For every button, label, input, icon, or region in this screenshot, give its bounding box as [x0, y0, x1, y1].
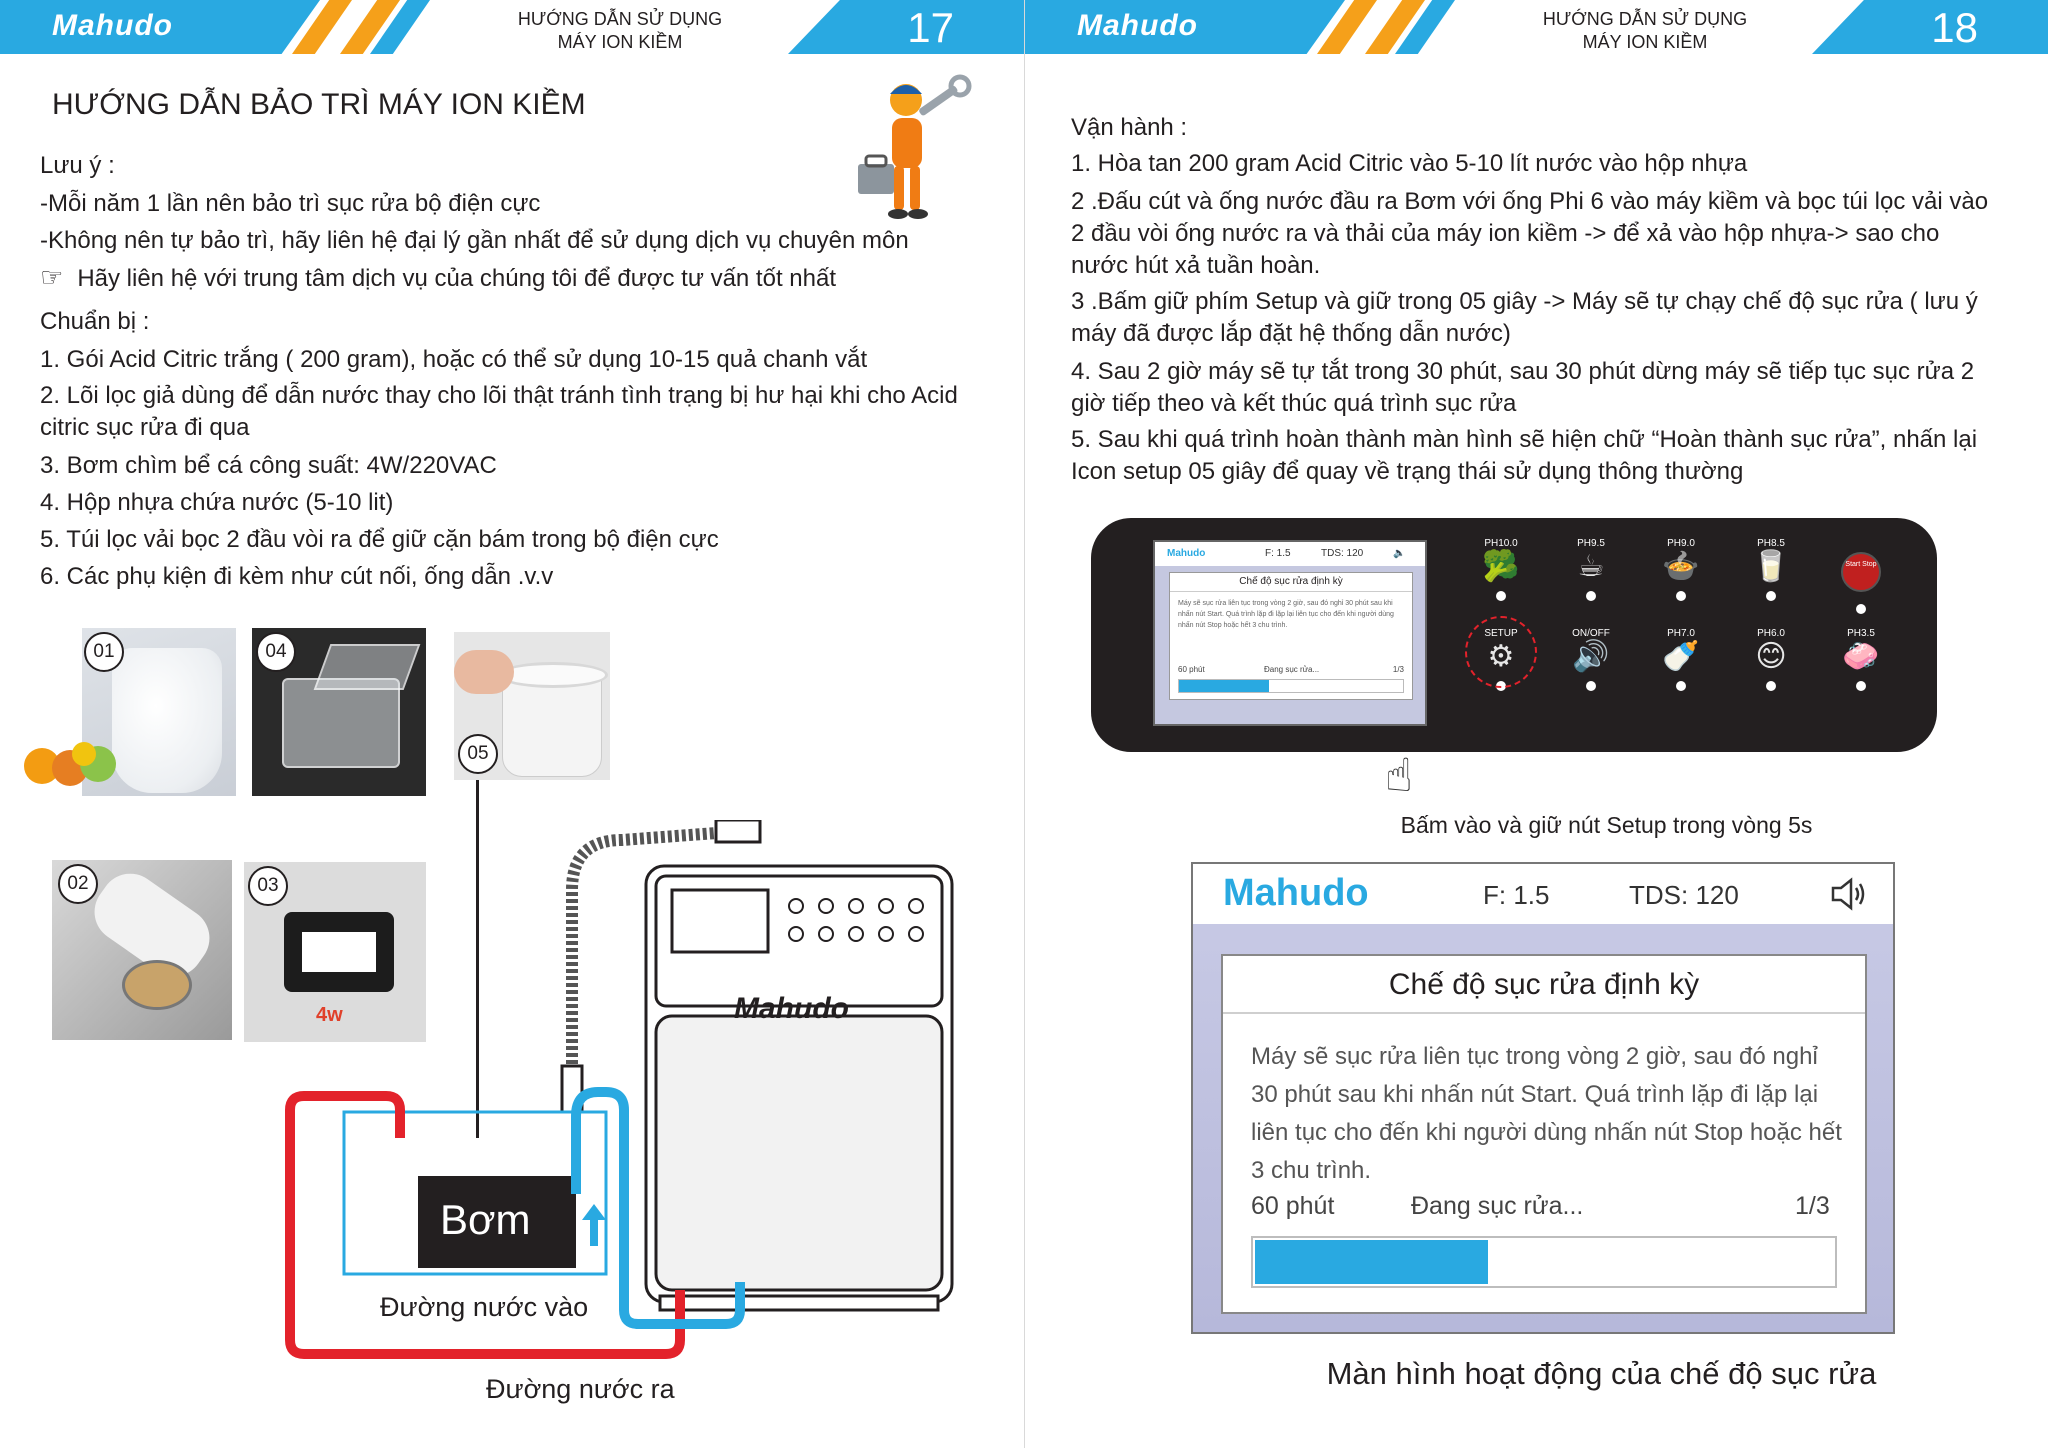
onoff-button[interactable]: ON/OFF 🔊: [1561, 628, 1621, 691]
baby-bottle-icon: 🍼: [1662, 640, 1700, 673]
prep-item-3: 3. Bơm chìm bể cá công suất: 4W/220VAC: [40, 452, 497, 479]
press-caption: Bấm vào và giữ nút Setup trong vòng 5s: [1400, 812, 1813, 838]
prep-item-4: 4. Hộp nhựa chứa nước (5-10 lit): [40, 489, 394, 516]
page-header: [0, 0, 1024, 56]
screen-caption: Màn hình hoạt động của chế độ sục rửa: [1326, 1356, 1877, 1391]
face-wash-icon: 😊: [1755, 640, 1787, 673]
note-1: -Mỗi năm 1 lần nên bảo trì sục rửa bộ điện cực: [40, 190, 541, 217]
step-4: 4. Sau 2 giờ máy sẽ tự tắt trong 30 phút, sau 30 phút dừng máy sẽ tiếp tục sục rửa 2 giờ tiếp theo và kết thúc quá trình sục rửa: [1071, 358, 1975, 417]
prep-heading: Chuẩn bị :: [40, 308, 150, 335]
speaker-icon: 🔊: [1572, 640, 1610, 673]
cycle-label: 1/3: [1795, 1192, 1830, 1220]
cleaning-card: [1221, 954, 1867, 1314]
screen-logo: Mahudo: [1223, 872, 1369, 914]
speaker-icon: 🔈: [1393, 548, 1406, 559]
panel-screen-logo: Mahudo: [1167, 548, 1206, 559]
photo-cloth-filter: [454, 632, 610, 780]
start-stop-icon: Start Stop: [1841, 552, 1881, 592]
panel-progress-fill: [1179, 680, 1269, 692]
pump-label: Bơm: [440, 1196, 531, 1243]
inlet-label: Đường nước vào: [380, 1292, 589, 1322]
ph70-button[interactable]: PH7.0 🍼: [1651, 628, 1711, 691]
note-2: -Không nên tự bảo trì, hãy liên hệ đại lý gần nhất để sử dụng dịch vụ chuyên môn: [40, 227, 909, 254]
card-title: Chế độ sục rửa định kỳ: [1223, 956, 1865, 1014]
page-title: HƯỚNG DẪN BẢO TRÌ MÁY ION KIỀM: [52, 88, 586, 121]
step-2: 2 .Đấu cút và ống nước đầu ra Bơm với ống Phi 6 vào máy kiềm và bọc túi lọc vải vào 2 đầu vòi ống nước ra và thải của máy ion kiềm -> để xả vào hộp nhựa-> sao cho nước hút xả tuần hoàn.: [1071, 188, 1989, 279]
status-label: Đang sục rửa...: [1411, 1192, 1584, 1220]
photo-number: 01: [84, 632, 124, 672]
page-number: 17: [907, 4, 954, 51]
outlet-label: Đường nước ra: [486, 1374, 675, 1404]
circulation-diagram: [260, 820, 980, 1440]
contact-note-row: [40, 261, 1010, 295]
card-body: Máy sẽ sục rửa liên tục trong vòng 2 giờ, sau đó nghỉ 30 phút sau khi nhấn nút Start. Quá trình lặp đi lặp lại liên tục cho đến khi người dùng nhấn nút Stop hoặc hết 3 chu trình.: [1251, 1043, 1842, 1184]
photo-number: 02: [58, 864, 98, 904]
pointing-hand-icon: ☞: [40, 262, 64, 292]
brand-logo: Mahudo: [1077, 9, 1198, 42]
ph95-button[interactable]: PH9.5 ☕: [1561, 538, 1621, 601]
progress-fill: [1255, 1240, 1488, 1284]
panel-screen-tds: TDS: 120: [1321, 548, 1364, 559]
progress-bar: [1251, 1236, 1837, 1288]
brand-logo: Mahudo: [52, 9, 173, 42]
panel-screen-f: F: 1.5: [1265, 548, 1291, 559]
ph85-button[interactable]: PH8.5 🥛: [1741, 538, 1801, 601]
cleaning-mode-screen: [1191, 862, 1895, 1334]
prep-item-6: 6. Các phụ kiện đi kèm như cút nối, ống dẫn .v.v: [40, 563, 554, 590]
ph60-button[interactable]: PH6.0 😊: [1741, 628, 1801, 691]
prep-item-2: 2. Lõi lọc giả dùng để dẫn nước thay cho lõi thật tránh tình trạng bị hư hại khi cho Acid citric sục rửa đi qua: [40, 382, 958, 441]
vegetable-icon: 🥦: [1482, 550, 1520, 583]
photo-number: 04: [256, 632, 296, 672]
step-1: 1. Hòa tan 200 gram Acid Citric vào 5-10 lít nước vào hộp nhựa: [1071, 150, 1748, 177]
page-18: [1025, 0, 2048, 1448]
page-header: [1025, 0, 2048, 56]
step-3: 3 .Bấm giữ phím Setup và giữ trong 05 giây -> Máy sẽ tự chạy chế độ sục rửa ( lưu ý máy đã được lắp đặt hệ thống dẫn nước): [1071, 288, 1978, 347]
prep-item-1: 1. Gói Acid Citric trắng ( 200 gram), hoặc có thể sử dụng 10-15 quả chanh vắt: [40, 346, 868, 373]
panel-screen: Mahudo F: 1.5 TDS: 120 🔈 Chế độ sục rửa định kỳ Máy sẽ sục rửa liên tục trong vòng 2 giờ, sau đó nghỉ 30 phút sau khi nhấn nút Start. Quá trình lặp đi lặp lại liên tục cho đến khi người dùng nhấn nút Stop hoặc hết 3 chu trình. 60 phút Đang sục rửa... 1/3: [1153, 540, 1427, 726]
control-panel: [1091, 518, 1937, 752]
filter-value: F: 1.5: [1483, 880, 1550, 910]
ph35-button[interactable]: PH3.5 🧼: [1831, 628, 1891, 691]
photo-number: 03: [248, 866, 288, 906]
header-title: HƯỚNG DẪN SỬ DỤNG MÁY ION KIỀM: [517, 9, 723, 52]
note-heading: Lưu ý :: [40, 152, 115, 179]
rice-cooker-icon: 🍲: [1662, 550, 1700, 583]
prep-item-5: 5. Túi lọc vải bọc 2 đầu vòi ra để giữ cặn bám trong bộ điện cực: [40, 526, 719, 553]
photo-plastic-box: [252, 628, 426, 796]
tds-value: TDS: 120: [1629, 880, 1739, 910]
machine-logo: Mahudo: [734, 992, 849, 1025]
lemon-fruit-icon: [22, 738, 118, 788]
setup-button[interactable]: SETUP ⚙: [1471, 628, 1531, 691]
photo-number: 05: [458, 734, 498, 774]
ph10-button[interactable]: PH10.0 🥦: [1471, 538, 1531, 601]
hand-wash-icon: 🧼: [1842, 640, 1880, 673]
page-number: 18: [1931, 4, 1978, 51]
ph90-button[interactable]: PH9.0 🍲: [1651, 538, 1711, 601]
pointing-hand-icon: ☝: [1385, 749, 1414, 801]
gear-icon: ⚙: [1487, 640, 1515, 673]
contact-note: Hãy liên hệ với trung tâm dịch vụ của chúng tôi để được tư vấn tốt nhất: [77, 265, 836, 292]
start-stop-button[interactable]: [1831, 552, 1891, 614]
pump-power-label: 4w: [316, 1004, 343, 1026]
tea-cup-icon: ☕: [1577, 550, 1605, 583]
time-label: 60 phút: [1251, 1192, 1335, 1220]
step-5: 5. Sau khi quá trình hoàn thành màn hình sẽ hiện chữ “Hoàn thành sục rửa”, nhấn lại Icon setup 05 giây để quay về trạng thái sử dụng thông thường: [1071, 426, 1978, 485]
op-heading: Vận hành :: [1071, 114, 1188, 141]
speaker-icon[interactable]: [1829, 876, 1869, 912]
header-title: HƯỚNG DẪN SỬ DỤNG MÁY ION KIỀM: [1542, 9, 1748, 52]
photo-fake-filter: [52, 860, 232, 1040]
water-glass-icon: 🥛: [1752, 550, 1790, 583]
